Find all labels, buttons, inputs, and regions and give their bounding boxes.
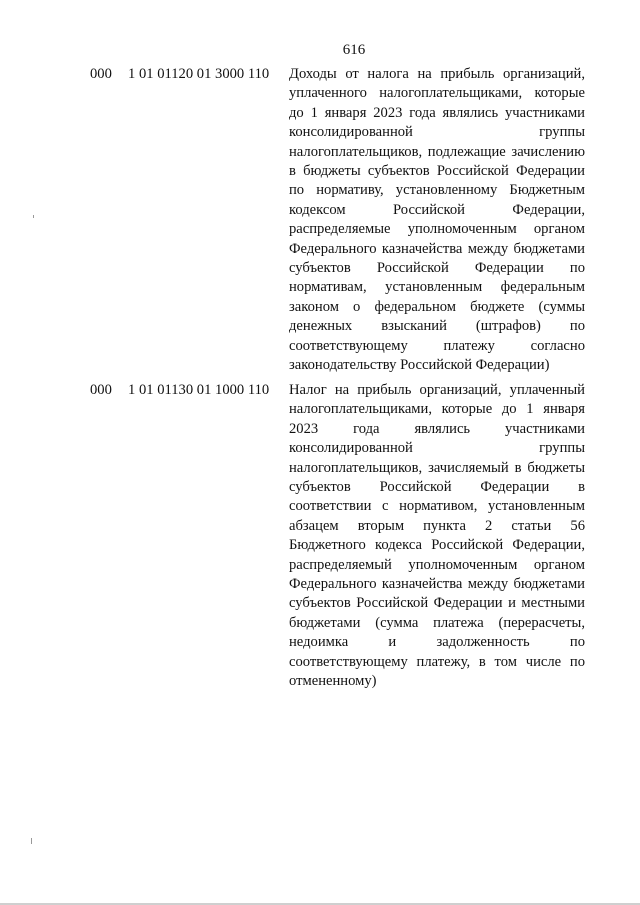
classification-code: 1 01 01130 01 1000 110 [128,382,270,398]
entry-description: Налог на прибыль организаций, уплаченный налогоплательщиками, которые до 1 января 2023 года являлись участниками консолидированной группы налогоплательщиков, зачисляемый в бюджеты субъектов Российской Федерации в соответствии с нормативом, установленным абзацем вторым пункта 2 статьи 56 Бюджетного кодекса Российской Федерации, распределяемый уполномоченным органом Федерального казначейства между бюджетами субъектов Российской Федерации и местными бюджетами (сумма платежа (перерасчеты, недоимка и задолженность по соответствующему платежу, в том числе по отмененному) [289,382,585,690]
page-number: 616 [342,42,366,58]
classification-code: 1 01 01120 01 3000 110 [128,66,270,82]
entry-description: Доходы от налога на прибыль организаций, уплаченного налогоплательщиками, которые до 1 января 2023 года являлись участниками консолидированной группы налогоплательщиков, подлежащие зачислению в бюджеты субъектов Российской Федерации по нормативу, установленному Бюджетным кодексом Российской Федерации, распределяемые уполномоченным органом Федерального казначейства между бюджетами субъектов Российской Федерации по нормативам, установленным федеральным законом о федеральном бюджете (суммы денежных взысканий (штрафов) по соответствующему платежу согласно законодательству Российской Федерации) [289,66,585,374]
admin-code: 000 [90,382,112,398]
scan-speck [31,838,32,844]
admin-code: 000 [90,66,112,82]
scan-speck [33,215,34,218]
